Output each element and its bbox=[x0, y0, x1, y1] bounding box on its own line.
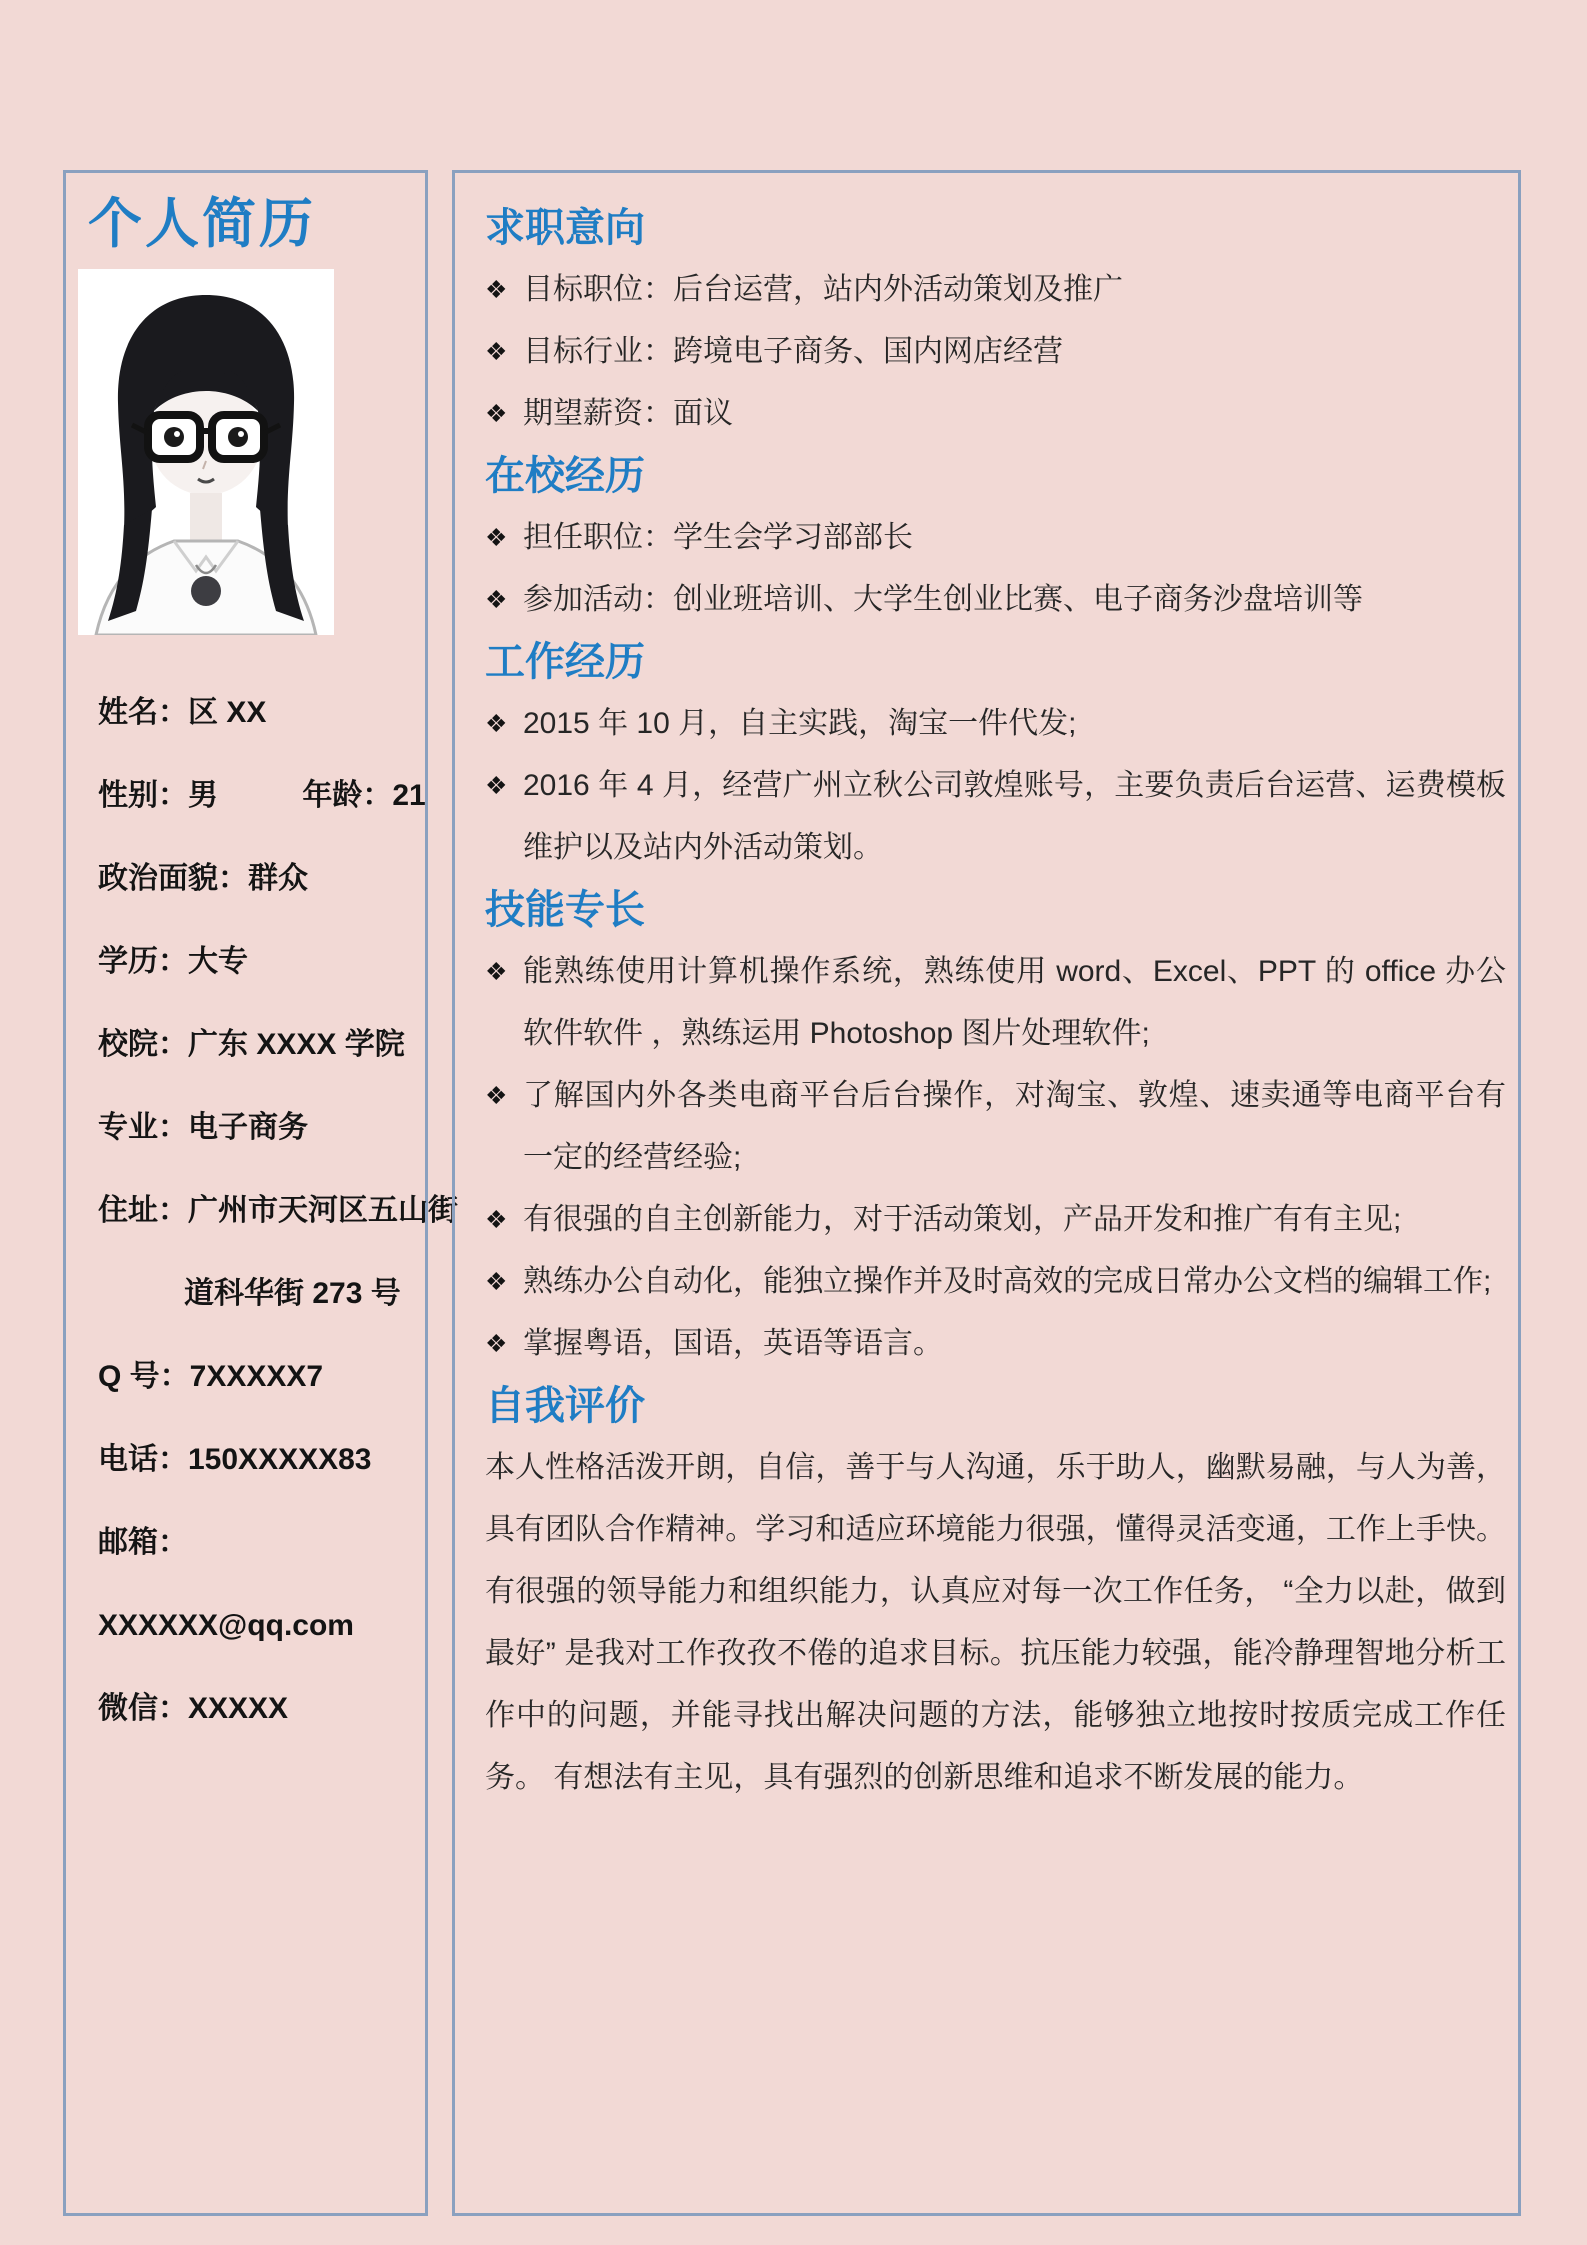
section-heading: 工作经历 bbox=[485, 640, 645, 684]
personal-info-list bbox=[66, 693, 458, 1729]
bullet-text: 了解国内外各类电商平台后台操作，对淘宝、敦煌、速卖通等电商平台有一定的经营经验; bbox=[523, 1079, 1506, 1174]
section-heading: 技能专长 bbox=[485, 888, 645, 932]
section-heading: 自我评价 bbox=[485, 1384, 645, 1428]
diamond-bullet-icon: ❖ bbox=[485, 338, 508, 366]
bullet-text: 掌握粤语，国语，英语等语言。 bbox=[523, 1327, 943, 1360]
field-age: 年龄：21 bbox=[302, 779, 426, 812]
field-phone: 电话：150XXXXX83 bbox=[98, 1443, 372, 1476]
list-item bbox=[485, 569, 1506, 631]
list-item bbox=[485, 693, 1506, 755]
diamond-bullet-icon: ❖ bbox=[485, 1082, 508, 1110]
diamond-bullet-icon: ❖ bbox=[485, 958, 508, 986]
bullet-text: 目标行业：跨境电子商务、国内网店经营 bbox=[523, 335, 1063, 368]
section-heading: 在校经历 bbox=[485, 454, 645, 498]
list-item bbox=[485, 1313, 1506, 1375]
list-item bbox=[485, 1251, 1506, 1313]
diamond-bullet-icon: ❖ bbox=[485, 524, 508, 552]
list-item bbox=[485, 321, 1506, 383]
bullet-text: 有很强的自主创新能力，对于活动策划，产品开发和推广有有主见; bbox=[523, 1203, 1402, 1236]
bullet-text: 熟练办公自动化，能独立操作并及时高效的完成日常办公文档的编辑工作; bbox=[523, 1265, 1492, 1298]
self-evaluation-paragraph: 本人性格活泼开朗，自信，善于与人沟通，乐于助人，幽默易融，与人为善，具有团队合作精神。学习和适应环境能力很强，懂得灵活变通，工作上手快。有很强的领导能力和组织能力，认真应对每一次工作任务， “全力以赴，做到最好” 是我对工作孜孜不倦的追求目标。抗压能力较强，能冷静理智地分析工作中的问题，并能寻找出解决问题的方法，能够独立地按时按质完成工作任务。 有想法有主见，具有强烈的创新思维和追求不断发展的能力。 bbox=[485, 1451, 1506, 1794]
field-name: 姓名：区 XX bbox=[98, 696, 267, 729]
diamond-bullet-icon: ❖ bbox=[485, 1206, 508, 1234]
bullet-text: 目标职位：后台运营，站内外活动策划及推广 bbox=[523, 273, 1123, 306]
list-item bbox=[485, 507, 1506, 569]
field-gender: 性别：男 bbox=[98, 779, 218, 812]
bullet-text: 2015 年 10 月，自主实践，淘宝一件代发; bbox=[523, 707, 1077, 740]
list-item bbox=[485, 383, 1506, 445]
bullet-text: 参加活动：创业班培训、大学生创业比赛、电子商务沙盘培训等 bbox=[523, 583, 1363, 616]
section-job-intent bbox=[485, 197, 1506, 445]
list-item bbox=[485, 755, 1506, 879]
section-skills bbox=[485, 879, 1506, 1375]
profile-photo bbox=[78, 269, 334, 635]
diamond-bullet-icon: ❖ bbox=[485, 276, 508, 304]
sidebar-panel bbox=[63, 170, 458, 2216]
field-email-value: XXXXXX@qq.com bbox=[98, 1609, 354, 1642]
field-gender-age bbox=[98, 776, 425, 816]
diamond-bullet-icon: ❖ bbox=[485, 400, 508, 428]
diamond-bullet-icon: ❖ bbox=[485, 1330, 508, 1358]
bullet-text: 担任职位：学生会学习部部长 bbox=[523, 521, 913, 554]
list-item bbox=[485, 259, 1506, 321]
section-heading: 求职意向 bbox=[485, 206, 645, 250]
field-major: 专业：电子商务 bbox=[98, 1111, 308, 1144]
field-email-label: 邮箱： bbox=[98, 1526, 188, 1559]
field-address-line1: 住址：广州市天河区五山街 bbox=[98, 1194, 458, 1227]
diamond-bullet-icon: ❖ bbox=[485, 710, 508, 738]
bullet-text: 期望薪资：面议 bbox=[523, 397, 733, 430]
section-self-evaluation bbox=[485, 1375, 1506, 1809]
content-panel bbox=[452, 170, 1521, 2216]
section-school-experience bbox=[485, 445, 1506, 631]
field-qq: Q 号：7XXXXX7 bbox=[98, 1360, 324, 1393]
field-political-status: 政治面貌：群众 bbox=[98, 862, 308, 895]
field-wechat: 微信：XXXXX bbox=[98, 1692, 289, 1725]
field-school: 校院：广东 XXXX 学院 bbox=[98, 1028, 405, 1061]
bullet-text: 能熟练使用计算机操作系统，熟练使用 word、Excel、PPT 的 office 办公软件软件 ，熟练运用 Photoshop 图片处理软件; bbox=[523, 955, 1506, 1050]
diamond-bullet-icon: ❖ bbox=[485, 586, 508, 614]
bullet-text: 2016 年 4 月，经营广州立秋公司敦煌账号，主要负责后台运营、运费模板维护以及站内外活动策划。 bbox=[523, 769, 1506, 864]
field-education: 学历：大专 bbox=[98, 945, 248, 978]
diamond-bullet-icon: ❖ bbox=[485, 1268, 508, 1296]
diamond-bullet-icon: ❖ bbox=[485, 772, 508, 800]
list-item bbox=[485, 1065, 1506, 1189]
page-title: 个人简历 bbox=[88, 194, 316, 254]
section-work-experience bbox=[485, 631, 1506, 879]
girl-illustration-icon bbox=[78, 269, 334, 635]
list-item bbox=[485, 941, 1506, 1065]
list-item bbox=[485, 1189, 1506, 1251]
field-address-line2: 道科华街 273 号 bbox=[184, 1277, 401, 1310]
